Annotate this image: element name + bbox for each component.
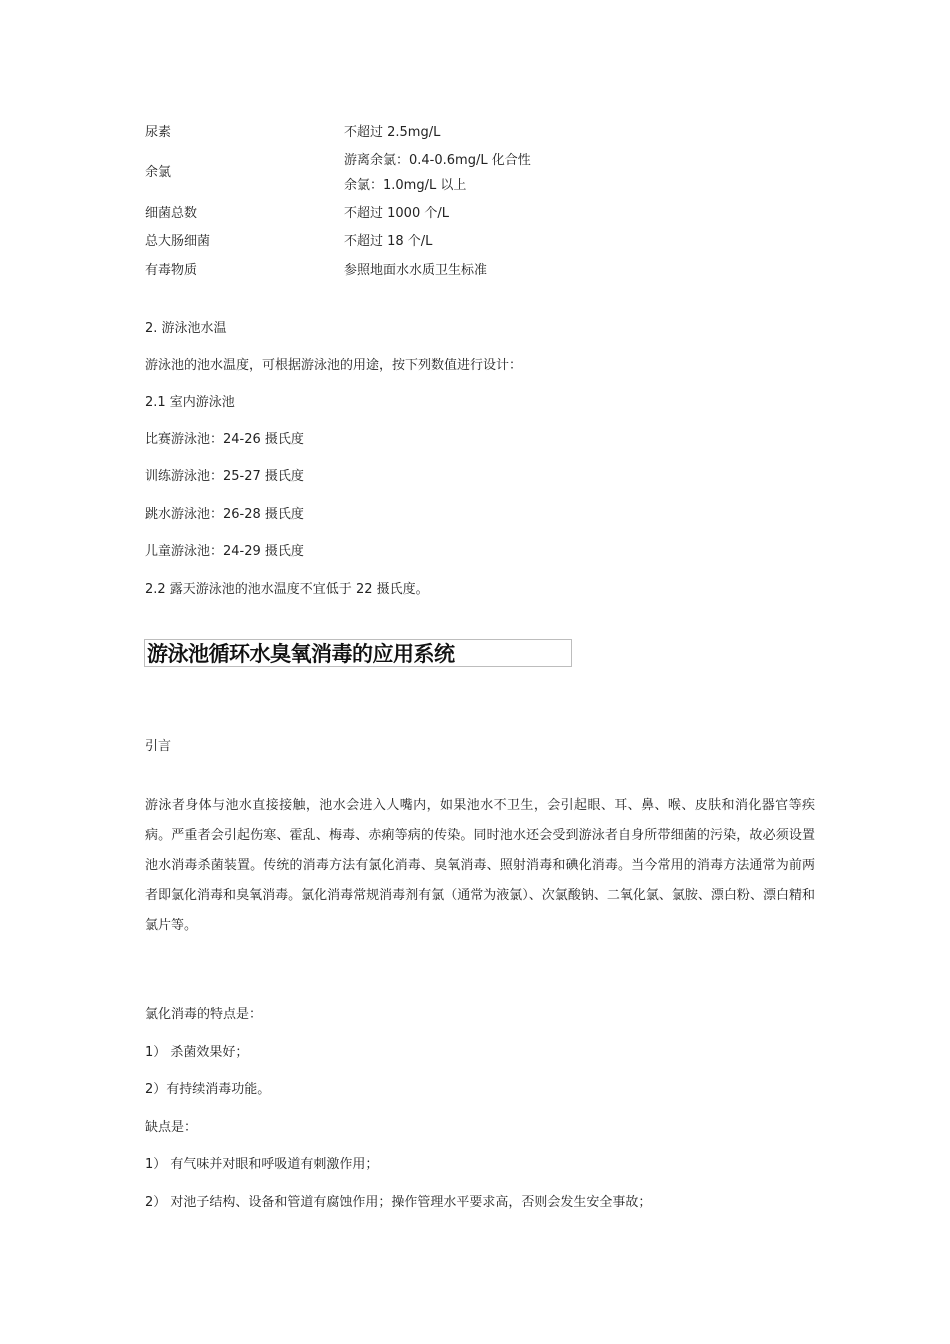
table-cell-name: 余氯: [145, 165, 172, 180]
article-title-box: [144, 639, 572, 667]
list-item: 2） 对池子结构、设备和管道有腐蚀作用；操作管理水平要求高，否则会发生安全事故；: [145, 1195, 652, 1210]
features-heading: 氯化消毒的特点是：: [145, 1007, 263, 1022]
list-item: 1） 有气味并对眼和呼吸道有刺激作用；: [145, 1157, 379, 1172]
intro-heading: 引言: [145, 739, 172, 754]
article-title: 游泳池循环水臭氧消毒的应用系统: [147, 642, 455, 666]
table-cell-value: 不超过 1000 个/L: [344, 206, 449, 221]
sub-heading: 2.1 室内游泳池: [145, 395, 235, 410]
table-cell-name: 有毒物质: [145, 263, 198, 278]
table-cell-name: 尿素: [145, 125, 172, 140]
table-cell-value: 不超过 2.5mg/L: [344, 125, 441, 140]
section-intro: 游泳池的池水温度，可根据游泳池的用途，按下列数值进行设计：: [145, 358, 523, 373]
list-item: 比赛游泳池：24-26 摄氏度: [145, 432, 304, 447]
intro-paragraph: 游泳者身体与池水直接接触，池水会进入人嘴内，如果池水不卫生，会引起眼、耳、鼻、喉、皮肤和消化器官等疾病。严重者会引起伤寒、霍乱、梅毒、赤痢等病的传染。同时池水还会受到游泳者自身所带细菌的污染，故必须设置池水消毒杀菌装置。传统的消毒方法有氯化消毒、臭氧消毒、照射消毒和碘化消毒。当今常用的消毒方法通常为前两者即氯化消毒和臭氧消毒。氯化消毒常规消毒剂有氯（通常为液氯）、次氯酸钠、二氧化氯、氯胺、漂白粉、漂白精和氯片等。: [145, 798, 815, 933]
list-item: 儿童游泳池：24-29 摄氏度: [145, 544, 304, 559]
table-cell-value: 余氯：1.0mg/L 以上: [344, 178, 467, 193]
table-cell-value: 游离余氯：0.4-0.6mg/L 化合性: [344, 153, 531, 168]
list-item: 训练游泳池：25-27 摄氏度: [145, 469, 304, 484]
list-item: 1） 杀菌效果好；: [145, 1045, 249, 1060]
table-cell-value: 不超过 18 个/L: [344, 234, 433, 249]
outdoor-note: 2.2 露天游泳池的池水温度不宜低于 22 摄氏度。: [145, 582, 429, 597]
list-item: 2）有持续消毒功能。: [145, 1082, 271, 1097]
table-cell-name: 总大肠细菌: [145, 234, 211, 249]
table-cell-name: 细菌总数: [145, 206, 198, 221]
section-heading: 2. 游泳池水温: [145, 321, 227, 336]
list-item: 跳水游泳池：26-28 摄氏度: [145, 507, 304, 522]
drawbacks-heading: 缺点是：: [145, 1120, 198, 1135]
table-cell-value: 参照地面水水质卫生标准: [344, 263, 488, 278]
